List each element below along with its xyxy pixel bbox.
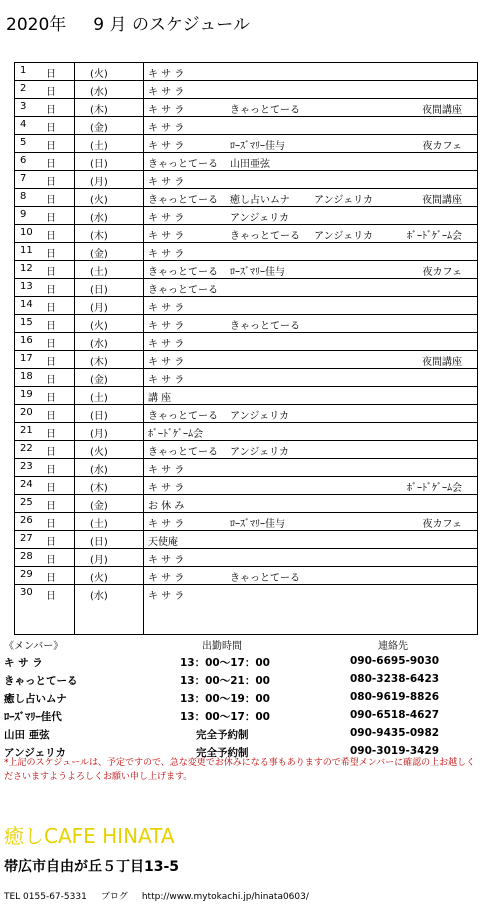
table-row (14, 332, 478, 350)
footer-blog-url[interactable]: http://www.mytokachi.jp/hinata0603/ (141, 892, 309, 902)
table-row (14, 530, 478, 548)
weekday: (日) (90, 537, 108, 548)
weekday: (月) (90, 303, 108, 314)
weekday: (火) (90, 69, 108, 80)
member-hours: 完全予約制 (196, 747, 249, 759)
day-number: 9 (20, 209, 27, 220)
weekday: (土) (90, 519, 108, 530)
day-number: 15 (20, 317, 33, 328)
footer-tel: TEL 0155-67-5331 (4, 892, 87, 902)
weekday: (木) (90, 105, 108, 116)
evening-event: 夜カフェ (422, 141, 462, 152)
schedule-entry-2: ﾛｰｽﾞﾏﾘｰ佳与 (230, 267, 285, 278)
member-name: きゃっとてーる (4, 675, 78, 687)
member-tel: 090-3019-3429 (350, 745, 440, 757)
day-number: 23 (20, 461, 33, 472)
schedule-entry-2: きゃっとてーる (230, 231, 300, 242)
weekday: (木) (90, 357, 108, 368)
day-number: 27 (20, 533, 33, 544)
weekday: (木) (90, 231, 108, 242)
day-number: 3 (20, 101, 27, 112)
schedule-entry-1: キ サ ラ (148, 123, 185, 134)
contact-header: 連絡先 (378, 641, 408, 652)
schedule-table (14, 62, 478, 635)
schedule-entry-2: 山田亜弦 (230, 159, 270, 170)
member-name: 山田 亜弦 (4, 729, 50, 741)
weekday: (金) (90, 249, 108, 260)
evening-event: ﾎﾞｰﾄﾞｹﾞｰﾑ会 (407, 231, 462, 242)
day-number: 30 (20, 587, 33, 598)
evening-event: 夜間講座 (422, 105, 462, 116)
schedule-entry-1: キ サ ラ (148, 249, 185, 260)
title-suffix: のスケジュール (131, 15, 250, 35)
weekday: (火) (90, 195, 108, 206)
table-row (14, 170, 478, 188)
weekday: (水) (90, 213, 108, 224)
member-name: ﾛｰｽﾞﾏﾘｰ佳代 (4, 711, 62, 723)
schedule-entry-1: お 休 み (148, 501, 185, 512)
weekday: (月) (90, 177, 108, 188)
member-hours: 完全予約制 (196, 729, 249, 741)
schedule-entry-1: キ サ ラ (148, 69, 185, 80)
member-name: 癒し占いムナ (4, 693, 67, 705)
day-unit: 日 (46, 357, 56, 368)
schedule-entry-1: キ サ ラ (148, 555, 185, 566)
schedule-entry-1: 天使庵 (148, 537, 178, 548)
day-unit: 日 (46, 105, 56, 116)
schedule-entry-1: キ サ ラ (148, 357, 185, 368)
weekday: (日) (90, 159, 108, 170)
day-unit: 日 (46, 447, 56, 458)
weekday: (日) (90, 285, 108, 296)
table-row (14, 368, 478, 386)
day-unit: 日 (46, 123, 56, 134)
evening-event: 夜間講座 (422, 195, 462, 206)
day-unit: 日 (46, 573, 56, 584)
footer (4, 889, 323, 902)
table-row (14, 152, 478, 170)
day-unit: 日 (46, 285, 56, 296)
weekday: (水) (90, 591, 108, 602)
table-row (14, 350, 478, 368)
member-tel: 090-6518-4627 (350, 709, 440, 721)
weekday: (月) (90, 555, 108, 566)
weekday: (金) (90, 375, 108, 386)
day-number: 13 (20, 281, 33, 292)
table-row (14, 224, 478, 242)
title-month: 9 月 (93, 15, 127, 35)
schedule-entry-1: きゃっとてーる (148, 285, 218, 296)
day-unit: 日 (46, 501, 56, 512)
member-row (0, 655, 480, 673)
member-row (0, 691, 480, 709)
schedule-entry-2: 癒し占いムナ (230, 195, 290, 206)
day-unit: 日 (46, 591, 56, 602)
table-row (14, 404, 478, 422)
day-unit: 日 (46, 321, 56, 332)
day-number: 22 (20, 443, 33, 454)
table-row (14, 548, 478, 566)
day-unit: 日 (46, 303, 56, 314)
weekday: (火) (90, 447, 108, 458)
table-row (14, 206, 478, 224)
table-row (14, 422, 478, 440)
evening-event: ﾎﾞｰﾄﾞｹﾞｰﾑ会 (407, 483, 462, 494)
day-number: 4 (20, 119, 27, 130)
weekday: (日) (90, 411, 108, 422)
day-number: 7 (20, 173, 27, 184)
schedule-entry-2: ﾛｰｽﾞﾏﾘｰ佳与 (230, 141, 285, 152)
title-year: 2020年 (6, 15, 67, 35)
day-number: 20 (20, 407, 33, 418)
member-name: キ サ ラ (4, 657, 43, 669)
schedule-entry-1: キ サ ラ (148, 591, 185, 602)
weekday: (金) (90, 123, 108, 134)
member-hours: 13：00～17：00 (180, 657, 270, 669)
weekday: (土) (90, 393, 108, 404)
day-unit: 日 (46, 69, 56, 80)
day-unit: 日 (46, 231, 56, 242)
day-number: 10 (20, 227, 33, 238)
day-number: 1 (20, 65, 27, 76)
schedule-entry-1: キ サ ラ (148, 339, 185, 350)
day-number: 12 (20, 263, 33, 274)
day-number: 2 (20, 83, 27, 94)
day-unit: 日 (46, 213, 56, 224)
table-row (14, 134, 478, 152)
day-unit: 日 (46, 465, 56, 476)
schedule-entry-1: ﾎﾞｰﾄﾞｹﾞｰﾑ会 (148, 429, 203, 440)
day-number: 29 (20, 569, 33, 580)
schedule-entry-1: キ サ ラ (148, 321, 185, 332)
table-row (14, 62, 478, 80)
table-row (14, 494, 478, 512)
day-unit: 日 (46, 267, 56, 278)
member-tel: 090-6695-9030 (350, 655, 440, 667)
member-tel: 080-3238-6423 (350, 673, 440, 685)
footer-blog-label: ブログ (100, 892, 128, 902)
day-unit: 日 (46, 159, 56, 170)
day-number: 24 (20, 479, 33, 490)
member-tel: 080-9619-8826 (350, 691, 440, 703)
day-unit: 日 (46, 141, 56, 152)
schedule-entry-3: アンジェリカ (314, 195, 374, 206)
member-name: アンジェリカ (4, 747, 67, 759)
day-number: 26 (20, 515, 33, 526)
schedule-entry-1: キ サ ラ (148, 105, 185, 116)
schedule-entry-1: キ サ ラ (148, 519, 185, 530)
members-section (0, 633, 480, 758)
schedule-entry-1: キ サ ラ (148, 573, 185, 584)
day-number: 21 (20, 425, 33, 436)
day-unit: 日 (46, 429, 56, 440)
schedule-entry-1: キ サ ラ (148, 213, 185, 224)
table-row (14, 98, 478, 116)
weekday: (水) (90, 87, 108, 98)
table-row (14, 512, 478, 530)
table-row (14, 584, 478, 602)
table-row (14, 116, 478, 134)
day-number: 14 (20, 299, 33, 310)
weekday: (土) (90, 141, 108, 152)
schedule-entry-2: きゃっとてーる (230, 105, 300, 116)
schedule-entry-2: アンジェリカ (230, 213, 290, 224)
table-row (14, 80, 478, 98)
schedule-entry-1: キ サ ラ (148, 375, 185, 386)
table-row (14, 476, 478, 494)
day-number: 11 (20, 245, 33, 256)
day-unit: 日 (46, 375, 56, 386)
evening-event: 夜カフェ (422, 519, 462, 530)
day-number: 18 (20, 371, 33, 382)
day-unit: 日 (46, 195, 56, 206)
notice-text: *上記のスケジュールは、予定ですので、急な変更でお休みになる事もありますので希望メンバーに確認の上お越しくださいますようよろしくお願い申し上げます。 (4, 758, 476, 782)
hours-header: 出勤時間 (202, 641, 242, 652)
schedule-entry-2: きゃっとてーる (230, 573, 300, 584)
weekday: (水) (90, 465, 108, 476)
weekday: (金) (90, 501, 108, 512)
day-number: 5 (20, 137, 27, 148)
day-number: 19 (20, 389, 33, 400)
day-unit: 日 (46, 519, 56, 530)
weekday: (火) (90, 573, 108, 584)
schedule-entry-1: きゃっとてーる (148, 411, 218, 422)
weekday: (土) (90, 267, 108, 278)
table-row (14, 566, 478, 584)
table-row (14, 242, 478, 260)
schedule-entry-1: きゃっとてーる (148, 447, 218, 458)
day-number: 25 (20, 497, 33, 508)
member-row (0, 673, 480, 691)
schedule-entry-1: キ サ ラ (148, 87, 185, 98)
table-row (14, 260, 478, 278)
day-unit: 日 (46, 537, 56, 548)
schedule-entry-2: ﾛｰｽﾞﾏﾘｰ佳与 (230, 519, 285, 530)
table-row (14, 278, 478, 296)
day-unit: 日 (46, 339, 56, 350)
table-row (14, 458, 478, 476)
page-title (6, 10, 250, 35)
member-tel: 090-9435-0982 (350, 727, 440, 739)
brand-name: 癒しCAFE HINATA (4, 824, 175, 848)
schedule-entry-1: きゃっとてーる (148, 159, 218, 170)
weekday: (月) (90, 429, 108, 440)
schedule-entry-1: きゃっとてーる (148, 195, 218, 206)
day-number: 28 (20, 551, 33, 562)
members-header: 《メンバー》 (4, 641, 64, 652)
schedule-entry-2: アンジェリカ (230, 411, 290, 422)
day-unit: 日 (46, 177, 56, 188)
table-row (14, 314, 478, 332)
day-number: 17 (20, 353, 33, 364)
weekday: (火) (90, 321, 108, 332)
schedule-entry-1: キ サ ラ (148, 483, 185, 494)
schedule-entry-2: アンジェリカ (230, 447, 290, 458)
member-hours: 13：00～21：00 (180, 675, 270, 687)
day-number: 16 (20, 335, 33, 346)
day-number: 6 (20, 155, 27, 166)
schedule-entry-1: キ サ ラ (148, 465, 185, 476)
day-unit: 日 (46, 249, 56, 260)
day-number: 8 (20, 191, 27, 202)
schedule-entry-2: きゃっとてーる (230, 321, 300, 332)
address: 帯広市自由が丘５丁目13-5 (4, 859, 180, 875)
schedule-entry-1: キ サ ラ (148, 231, 185, 242)
day-unit: 日 (46, 393, 56, 404)
member-row (0, 727, 480, 745)
day-unit: 日 (46, 555, 56, 566)
member-hours: 13：00～19：00 (180, 693, 270, 705)
day-unit: 日 (46, 483, 56, 494)
schedule-entry-1: きゃっとてーる (148, 267, 218, 278)
schedule-entry-1: キ サ ラ (148, 303, 185, 314)
member-hours: 13：00～17：00 (180, 711, 270, 723)
evening-event: 夜間講座 (422, 357, 462, 368)
weekday: (木) (90, 483, 108, 494)
member-row (0, 709, 480, 727)
weekday: (水) (90, 339, 108, 350)
evening-event: 夜カフェ (422, 267, 462, 278)
schedule-entry-1: キ サ ラ (148, 177, 185, 188)
schedule-entry-1: キ サ ラ (148, 141, 185, 152)
schedule-entry-3: アンジェリカ (314, 231, 374, 242)
day-unit: 日 (46, 411, 56, 422)
schedule-entry-1: 講 座 (148, 393, 172, 404)
day-unit: 日 (46, 87, 56, 98)
table-row (14, 386, 478, 404)
table-row (14, 188, 478, 206)
table-row (14, 296, 478, 314)
table-row (14, 440, 478, 458)
